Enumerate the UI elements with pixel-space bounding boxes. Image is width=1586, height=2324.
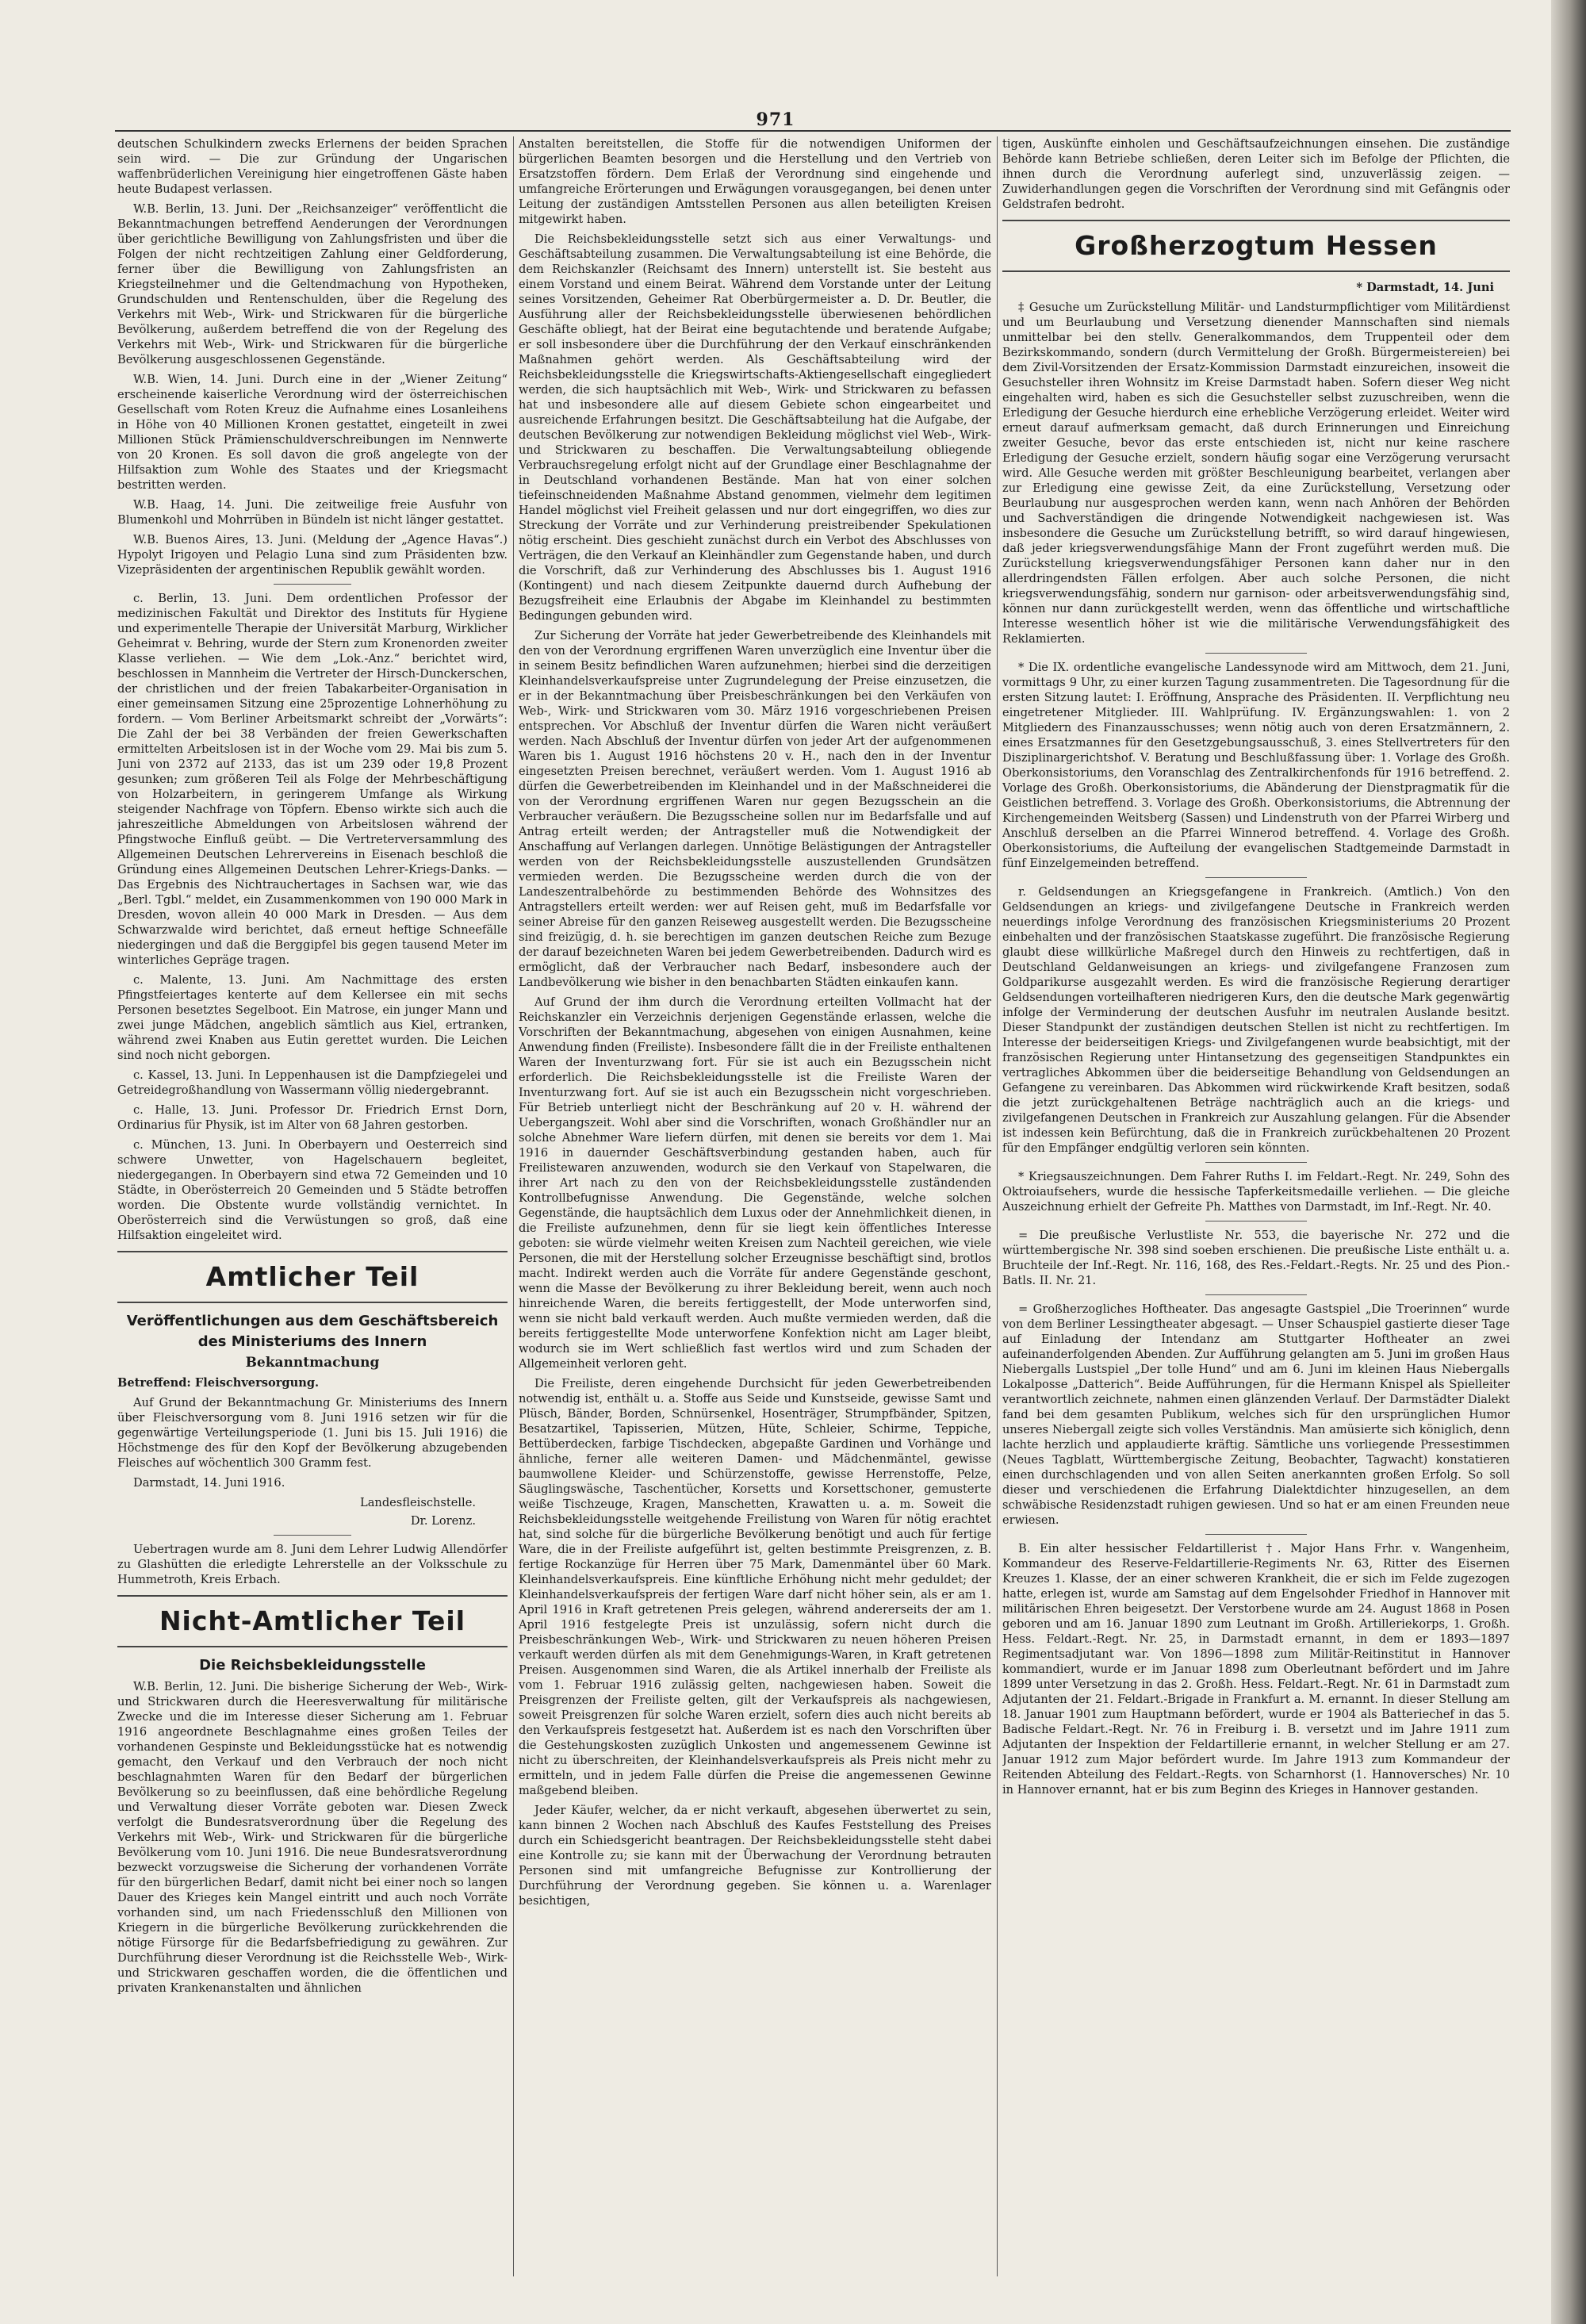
news-paragraph: c. Berlin, 13. Juni. Dem ordentlichen Professor der medizinischen Fakultät und Direktor des Instituts für Hygiene und experimentelle Therapie der Universität Marburg, Wirklicher Geheimrat v. Behring, wurde der Stern zum Kronenorden zweiter Klasse verliehen. — Wie dem „Lok.-Anz.“ berichtet wird, beschlossen in Mannheim die Vertreter der Hirsch-Dunckerschen, der christlichen und der freien Tabakarbeiter-Organisation in einer gemeinsamen Sitzung eine 25prozentige Lohnerhöhung zu fordern. — Vom Berliner Arbeitsmarkt schreibt der „Vorwärts“: Die Zahl der bei 38 Verbänden der freien Gewerkschaften ermittelten Arbeitslosen ist in der Woche vom 29. Mai bis zum 5. Juni von 2372 auf 2133, das ist um 239 oder 19,8 Prozent gesunken; zum größeren Teil als Folge der Mehrbeschäftigung von Holzarbeitern, in geringerem Umfange als Wirkung steigender Nachfrage von Töpfern. Ebenso wirkte sich auch die jahreszeitliche Abmeldungen von Arbeitslosen während der Pfingstwoche Einfluß geübt. — Die Vertreterversammlung des Allgemeinen Deutschen Lehrervereins in Eisenach beschloß die Gründung eines Allgemeinen Deutschen Lehrer-Kriegs-Danks. — Das Ergebnis des Nichtrauchertages in Sachsen war, wie das „Berl. Tgbl.“ meldet, ein Zusammenkommen von 190 000 Mark in Dresden, wovon allein 40 000 Mark in Dresden. — Aus dem Schwarzwalde wird berichtet, daß erneut heftige Schneefälle niedergingen und daß die Berggipfel bis gegen tausend Meter im winterliches Gepräge tragen. — [117, 592, 508, 967]
news-paragraph: * Die IX. ordentliche evangelische Landessynode wird am Mittwoch, dem 21. Juni, vormittags 9 Uhr, zu einer kurzen Tagung zusammentreten. Die Tagesordnung für die ersten Sitzung lautet: I. Eröffnung, Ansprache des Präsidenten. II. Verpflichtung neu eingetretener Mitglieder. III. Wahlprüfung. IV. Ergänzungswahlen: 1. von 2 Mitgliedern des Finanzausschusses; wenn nötig auch von deren Ersatzmännern, 2. eines Ersatzmannes für den Gesetzgebungsausschuß, 3. eines Stellvertreters für den Disziplinargerichtshof. V. Beratung und Beschlußfassung über: 1. Vorlage des Großh. Oberkonsistoriums, den Voranschlag des Zentralkirchenfonds für 1916 betreffend. 2. Vorlage des Großh. Oberkonsistoriums, die Abänderung der Dienstpragmatik für die Geistlichen betreffend. 3. Vorlage des Großh. Oberkonsistoriums, die Abtrennung der Kirchengemeinden Weitsberg (Sassen) und Lindenstruth von der Pfarrei Wirberg und Anschluß derselben an die Pfarrei Winnerod betreffend. 4. Vorlage des Großh. Oberkonsistoriums, die Aufteilung der evangelischen Stadtgemeinde Darmstadt in fünf Einzelgemeinden betreffend. — [1002, 661, 1510, 870]
news-paragraph: * Kriegsauszeichnungen. Dem Fahrer Ruths I. im Feldart.-Regt. Nr. 249, Sohn des Oktroiaufsehers, wurde die hessische Tapferkeitsmedaille verliehen. — Die gleiche Auszeichnung erhielt der Gefreite Ph. Matthes von Darmstadt, im Inf.-Regt. Nr. 40. — [1002, 1170, 1510, 1214]
column-1 — [117, 136, 508, 2276]
notice-paragraph: Auf Grund der Bekanntmachung Gr. Ministeriums des Innern über Fleischversorgung vom 8. Juni 1916 setzen wir für die gegenwärtige Verteilungsperiode (1. Juni bis 15. Juli 1916) die Höchstmenge des für den Kopf der Bevölkerung abzugebenden Fleisches auf wöchentlich 300 Gramm fest. — [117, 1396, 508, 1470]
news-paragraph: Uebertragen wurde am 8. Juni dem Lehrer Ludwig Allendörfer zu Glashütten die erledigte Lehrerstelle an der Volksschule zu Hummetroth, Kreis Erbach. — [117, 1543, 508, 1586]
header-rule — [115, 130, 1511, 132]
notice-signature-name: Dr. Lorenz. — [410, 1514, 476, 1528]
section-rule — [1002, 270, 1510, 272]
section-rule — [117, 1595, 508, 1597]
separator-rule — [1205, 877, 1307, 878]
column-divider — [513, 136, 514, 2276]
article-paragraph: Zur Sicherung der Vorräte hat jeder Gewerbetreibende des Kleinhandels mit den von der Verordnung ergriffenen Waren unverzüglich eine Inventur über die in seinem Besitz befindlichen Waren aufzunehmen; hierbei sind die derzeitigen Kleinhandelsverkaufspreise unter Zugrundelegung der Preise einzusetzen, die er in der Bekanntmachung über Preisbeschränkungen bei den Verkäufen von Web-, Wirk- und Strickwaren vom 30. März 1916 vorgeschriebenen Preisen entsprechen. Vor Abschluß der Inventur dürfen die Waren nicht veräußert werden. Nach Abschluß der Inventur dürfen von jeder Art der aufgenommenen Waren bis 1. August 1916 höchstens 20 v. H., nach den in der Inventur eingesetzten Preisen berechnet, veräußert werden. Vom 1. August 1916 ab dürfen die Gewerbetreibenden im Kleinhandel und in der Maßschneiderei die von der Verordnung ergriffenen Waren nur gegen Bezugsschein an die Verbraucher veräußern. Die Bezugsscheine sollen nur im Bedarfsfalle und auf Antrag erteilt werden; der Antragsteller muß die Notwendigkeit der Anschaffung auf Verlangen darlegen. Unnötige Belästigungen der Antragsteller werden von der Reichsbekleidungsstelle auszustellenden Grundsätzen vermieden werden. Die Bezugsscheine werden durch die von der Landeszentralbehörde zu bestimmenden Behörde des Wohnsitzes des Antragstellers erteilt werden: wer auf Reisen geht, muß im Bedarfsfalle vor seiner Abreise für den ganzen Reiseweg ausgestellt werden. Die Bezugsscheine sind freizügig, d. h. sie berechtigen im ganzen deutschen Reiche zum Bezuge der darauf bezeichneten Waren bei jedem Gewerbetreibenden. Dadurch wird es ermöglicht, daß der Verbraucher nach Bedarf, insbesondere auch der Landbevölkerung wie bisher in den benachbarten Städten einkaufen kann. — [519, 629, 991, 989]
page-number: 971 — [756, 109, 795, 130]
separator-rule — [274, 584, 351, 585]
separator-rule — [1205, 1294, 1307, 1295]
news-paragraph: deutschen Schulkindern zwecks Erlernens der beiden Sprachen sein wird. — Die zur Gründung der Ungarischen waffenbrüderlichen Vereinigung hier eingetroffenen Gäste haben heute Budapest verlassen. — [117, 137, 508, 196]
section-rule — [1002, 220, 1510, 221]
news-paragraph: W.B. Berlin, 13. Juni. Der „Reichsanzeiger“ veröffentlicht die Bekanntmachungen betreffend Aenderungen der Verordnungen über gerichtliche Bewilligung von Zahlungsfristen und über die Folgen der nicht rechtzeitigen Zahlung einer Geldforderung, ferner über die Bewilligung von Zahlungsfristen an Kriegsteilnehmer und die Geltendmachung von Hypotheken, Grundschulden und Rentenschulden, über die Regelung des Verkehrs mit Web-, Wirk- und Strickwaren für die bürgerliche Bevölkerung, außerdem betreffend die von der Regelung des Verkehrs mit Web-, Wirk- und Strickwaren für die bürgerliche Bevölkerung ausgeschlossenen Gegenstände. — [117, 202, 508, 366]
article-paragraph: Die Reichsbekleidungsstelle setzt sich aus einer Verwaltungs- und Geschäftsabteilung zusammen. Die Verwaltungsabteilung ist eine Behörde, die dem Reichskanzler (Reichsamt des Innern) unterstellt ist. Sie besteht aus einem Vorstand und einem Beirat. Während dem Vorstande unter der Leitung seines Vorsitzenden, Geheimer Rat Oberbürgermeister a. D. Dr. Beutler, die Ausführung aller der Reichsbekleidungsstelle überwiesenen behördlichen Geschäfte obliegt, hat der Beirat eine begutachtende und beratende Aufgabe; er soll insbesondere über die Durchführung der den Verkauf einschränkenden Maßnahmen gehört werden. Als Geschäftsabteilung wird der Reichsbekleidungsstelle die Kriegswirtschafts-Aktiengesellschaft eingegliedert werden, die sich hauptsächlich mit Web-, Wirk- und Strickwaren zu befassen hat und insbesondere alle auf diesem Gebiete schon eingearbeitet und ausreichende Erfahrungen besitzt. Die Geschäftsabteilung hat die Aufgabe, der deutschen Bevölkerung zur notwendigen Bekleidung möglichst viel Web-, Wirk- und Strickwaren zu beschaffen. Die Verwaltungsabteilung obliegende Verbrauchsregelung erfolgt nicht auf der Grundlage einer Beschlagnahme der in Deutschland vorhandenen Bestände. Man hat von einer solchen tiefeinschneidenden Maßnahme Abstand genommen, vielmehr dem legitimen Handel möglichst viel Freiheit gelassen und nur dort eingegriffen, wo dies zur Streckung der Vorräte und zur Verhinderung preistreibender Spekulationen nötig erscheint. Dies geschieht zunächst durch ein Verbot des Abschlusses von Verträgen, die den Verkauf an Kleinhändler zum Gegenstande haben, und durch die Vorschrift, daß zur Verhinderung des Abschlusses bis 1. August 1916 (Kontingent) und nach diesem Zeitpunkte dauernd durch Aufhebung der Bezugsfreiheit eine Erlaubnis der Abgabe im Kleinhandel zu bestimmten Bedingungen gebunden wird. — [519, 232, 991, 623]
news-paragraph: W.B. Haag, 14. Juni. Die zeitweilige freie Ausfuhr von Blumenkohl und Mohrrüben in Bündeln ist nicht länger gestattet. — [117, 498, 508, 527]
article-paragraph: Die Freiliste, deren eingehende Durchsicht für jeden Gewerbetreibenden notwendig ist, enthält u. a. Stoffe aus Seide und Kunstseide, gewisse Samt und Plüsch, Bänder, Borden, Schnürsenkel, Hosenträger, Strumpfbänder, Spitzen, Besatzartikel, Tapisserien, Mützen, Hüte, Schleier, Schirme, Teppiche, Bettüberdecken, farbige Tischdecken, abgepaßte Gardinen und Vorhänge und ähnliche, ferner alle weiteren Damen- und Mädchenmäntel, gewisse baumwollene Kleider- und Schürzenstoffe, gewisse Herrenstoffe, Pelze, Säuglingswäsche, Taschentücher, Korsetts und Korsettschoner, gemusterte weiße Tischzeuge, Kragen, Manschetten, Krawatten u. a. m. Soweit die Reichsbekleidungsstelle weitgehende Freilistung von Waren für nötig erachtet hat, sind solche für die bürgerliche Bevölkerung benötigt und auch für fertige Ware, die in der Freiliste aufgeführt ist, gelten bestimmte Preisgrenzen, z. B. fertige Rockanzüge für Herren über 75 Mark, Damenmäntel über 60 Mark. Kleinhandelsverkaufspreis. Eine künftliche Erhöhung nicht mehr geduldet; der Kleinhandelsverkaufspreis der fertigen Ware darf nicht höher sein, als er am 1. April 1916 in Kraft getretenen Preis gelegen, während andererseits der am 1. April 1916 festgelegte Preis ist unzulässig, sofern nicht durch die Preisbeschränkungen Web-, Wirk- und Strickwaren zu neuen höheren Preisen verkauft werden dürfen als mit dem Genehmigungs-Waren, in Kraft getretenen Preisen. Ausgenommen sind Waren, die als Artikel innerhalb der Freiliste als vom 1. Februar 1916 zulässig gelten, nachgewiesen haben. Soweit die Preisgrenzen der Freiliste gelten, gilt der Verkaufspreis als nachgewiesen, soweit Preisgrenzen für solche Waren erzielt, sofern dies auch nicht bereits ab den Verkaufspreis festgesetzt hat. Außerdem ist es nach den Vorschriften über die Gestehungskosten zuzüglich Unkosten und angemessenem Gewinne ist nicht zu überschreiten, der Kleinhandelsverkaufspreis als Preis nicht mehr zu ermitteln, und in jedem Falle dürfen die Preise die angemessenen Gewinne maßgebend bleiben. — [519, 1377, 991, 1797]
article-paragraph: Auf Grund der ihm durch die Verordnung erteilten Vollmacht hat der Reichskanzler ein Verzeichnis derjenigen Gegenstände erlassen, welche die Vorschriften der Bekanntmachung, abgesehen von einigen Ausnahmen, keine Anwendung finden (Freiliste). Insbesondere fällt die in der Freiliste enthaltenen Waren der Inventurzwang fort. Für sie ist auch ein Bezugsschein nicht erforderlich. Die Reichsbekleidungsstelle ist die Freiliste Waren der Inventurzwang fort. Auf sie ist auch ein Bezugsschein nicht vorgeschrieben. Für Betrieb unterliegt nicht der Beschränkung auf 20 v. H. während der Uebergangszeit. Wohl aber sind die Vorschriften, wonach Großhändler nur an solche Abnehmer Ware liefern dürfen, mit denen sie bereits vor dem 1. Mai 1916 in dauernder Geschäftsverbindung gestanden haben, auch für Freilistewaren anzuwenden, wodurch sie den Verkauf von Stapelwaren, die ihrer Art nach zu den von der Reichsbekleidungsstelle zuständenden Kontrollbefugnisse Anwendung. Die Gegenstände, welche solchen Gegenstände, die hauptsächlich dem Luxus oder der Annehmlichkeit dienen, in die Freiliste aufzunehmen, denn für sie liegt kein öffentliches Interesse geboten: sie würde vielmehr weiten Kreisen zum Nachteil gereichen, wie viele Personen, die mit der Herstellung solcher Erzeugnisse beschäftigt sind, brotlos macht. Indirekt werden auch die Vorräte für andere Gegenstände geschont, wenn die Masse der Bevölkerung zu ihrer Bekleidung bereit, wenn auch noch hinreichende Waren, die bereits fertiggestellt, der Mode unterworfen sind, wenn sie nicht bald verkauft werden. Auch mußte vermieden werden, daß die bereits fertiggestellte Mode unterworfene Konfektion nicht am Lager bleibt, wodurch sie im Wert schließlich fast wertlos wird und zum Schaden der Allgemeinheit verloren geht. — [519, 995, 991, 1371]
column-2 — [519, 136, 991, 2276]
news-paragraph: c. München, 13. Juni. In Oberbayern und Oesterreich sind schwere Unwetter, von Hagelschauern begleitet, niedergegangen. In Oberbayern sind etwa 72 Gemeinden und 10 Städte, in Oberösterreich 20 Gemeinden und 5 Städte betroffen worden. Die Obstente wurde vollständig vernichtet. In Oberösterreich sind die Verwüstungen so groß, daß eine Hilfsaktion eingeleitet wird. — [117, 1138, 508, 1242]
notice-subject: Betreffend: Fleischversorgung. — [117, 1376, 320, 1390]
news-paragraph: W.B. Buenos Aires, 13. Juni. (Meldung der „Agence Havas“.) Hypolyt Irigoyen und Pelagio Luna sind zum Präsidenten bzw. Vizepräsidenten der argentinischen Republik gewählt worden. — [117, 533, 508, 577]
column-divider — [997, 136, 998, 2276]
news-paragraph: B. Ein alter hessischer Feldartillerist †. Major Hans Frhr. v. Wangenheim, Kommandeur des Reserve-Feldartillerie-Regiments Nr. 63, Ritter des Eisernen Kreuzes 1. Klasse, der an einer schweren Krankheit, die er sich im Felde zugezogen hatte, erlegen ist, wurde am Samstag auf dem Engelsohder Friedhof in Hannover mit militärischen Ehren beigesetzt. Der Verstorbene wurde am 24. August 1868 in Posen geboren und am 16. Januar 1890 zum Leutnant im Großh. Artilleriekorps, 1. Großh. Hess. Feldart.-Regt. Nr. 25, in Darmstadt ernannt, in dem er 1893—1897 Regimentsadjutant war. Von 1896—1898 zum Militär-Reitinstitut in Hannover kommandiert, wurde er im Januar 1898 zum Oberleutnant befördert und im Jahre 1899 unter Versetzung in das 2. Großh. Hess. Feldart.-Regt. Nr. 61 in Darmstadt zum Adjutanten der 21. Feldart.-Brigade in Frankfurt a. M. ernannt. In dieser Stellung am 18. Januar 1901 zum Hauptmann befördert, wurde er 1904 als Batteriechef in das 5. Badische Feldart.-Regt. Nr. 76 in Freiburg i. B. versetzt und im Jahre 1911 zum Adjutanten der Inspektion der Feldartillerie ernannt, in welcher Stellung er am 27. Januar 1912 zum Major befördert wurde. Im Jahre 1913 zum Kommandeur der Reitenden Abteilung des Feldart.-Regts. von Scharnhorst (1. Hannoversches) Nr. 10 in Hannover ernannt, hat er bis zum Beginn des Krieges in Hannover gestanden. — [1002, 1542, 1510, 1797]
article-paragraph: Anstalten bereitstellen, die Stoffe für die notwendigen Uniformen der bürgerlichen Beamten besorgen und die Herstellung und den Vertrieb von Ersatzstoffen fördern. Dem Erlaß der Verordnung sind eingehende und umfangreiche Erörterungen und Erwägungen vorausgegangen, bei denen unter Leitung der zuständigen Amtsstellen Personen aus allen beteiligten Kreisen mitgewirkt haben. — [519, 137, 991, 226]
section-heading: Nicht-Amtlicher Teil — [159, 1605, 466, 1636]
news-paragraph: W.B. Wien, 14. Juni. Durch eine in der „Wiener Zeitung“ erscheinende kaiserliche Verordnung wird der österreichischen Gesellschaft vom Roten Kreuz die Aufnahme eines Losanleihens in Höhe von 40 Millionen Kronen gestattet, eingeteilt in zwei Millionen Stück Prämienschuldverschreibungen im Nennwerte von 20 Kronen. Es soll davon die groß angelegte von der Hilfsaktion zum Wohle des Staates und der Kriegsmacht bestritten werden. — [117, 373, 508, 492]
column-3 — [1002, 136, 1510, 2276]
article-paragraph: Jeder Käufer, welcher, da er nicht verkauft, abgesehen überwertet zu sein, kann binnen 2 Wochen nach Abschluß des Kaufes Feststellung des Preises durch ein Schiedsgericht beantragen. Der Reichsbekleidungsstelle steht dabei eine Kontrolle zu; sie kann mit der Überwachung der Verordnung betrauten Personen sind mit umfangreiche Befugnisse zur Kontrollierung der Durchführung der Verordnung gegeben. Sie können u. a. Warenlager besichtigen, — [519, 1804, 991, 1908]
news-paragraph: c. Malente, 13. Juni. Am Nachmittage des ersten Pfingstfeiertages kenterte auf dem Kellersee ein mit sechs Personen besetztes Segelboot. Ein Matrose, ein junger Mann und zwei junge Mädchen, angeblich sämtlich aus Kiel, ertranken, während zwei Knaben aus Eutin gerettet wurden. Die Leichen sind noch nicht geborgen. — [117, 973, 508, 1062]
section-heading: Großherzogtum Hessen — [1075, 230, 1438, 261]
news-paragraph: c. Halle, 13. Juni. Professor Dr. Friedrich Ernst Dorn, Ordinarius für Physik, ist im Alter von 68 Jahren gestorben. — [117, 1103, 508, 1132]
page-binding-edge — [1551, 0, 1586, 2324]
section-heading: Amtlicher Teil — [205, 1261, 419, 1292]
news-paragraph: c. Kassel, 13. Juni. In Leppenhausen ist die Dampfziegelei und Getreidegroßhandlung von Wassermann völlig niedergebrannt. — [117, 1068, 508, 1097]
separator-rule — [274, 1535, 351, 1536]
news-paragraph: r. Geldsendungen an Kriegsgefangene in Frankreich. (Amtlich.) Von den Geldsendungen an kriegs- und zivilgefangene Deutsche in Frankreich werden neuerdings infolge Verordnung des französischen Kriegsministeriums 20 Prozent einbehalten und der französischen Staatskasse zugeführt. Die französische Regierung glaubt diese willkürliche Maßregel durch den Hinweis zu rechtfertigen, daß in Deutschland Geldanweisungen an kriegs- und zivilgefangene Franzosen zum Goldparikurse ausgezahlt werden. Es wird die französische Regierung derartiger Geldsendungen vorteilhafteren niedrigeren Kurs, den die deutsche Mark gegenwärtig infolge der Verminderung der deutschen Ausfuhr im neutralen Auslande besitzt. Dieser Standpunkt der zuständigen deutschen Stellen ist nicht zu rechtfertigen. Im Interesse der beiderseitigen Kriegs- und Zivilgefangenen wurde beabsichtigt, mit der französischen Regierung unter Hintansetzung des gegenseitigen Standpunktes ein vertragliches Abkommen über die beiderseitige Behandlung von Geldsendungen an Gefangene zu vereinbaren. Das Abkommen wird rückwirkende Kraft besitzen, sodaß die jetzt zurückgehaltenen Beträge nachträglich auch an die kriegs- und zivilgefangenen Deutschen in Frankreich zur Auszahlung gelangen. Für die Absender ist indessen kein Befürchtung, daß die in Frankreich zurückbehaltenen 20 Prozent für den Empfänger endgültig verloren sein könnten. — [1002, 885, 1510, 1155]
article-paragraph: W.B. Berlin, 12. Juni. Die bisherige Sicherung der Web-, Wirk- und Strickwaren durch die Heeresverwaltung für militärische Zwecke und die im Interesse dieser Sicherung am 1. Februar 1916 angeordnete Beschlagnahme eines großen Teiles der vorhandenen Gespinste und Bekleidungsstücke hat es notwendig gemacht, den Verkauf und den Verbrauch der noch nicht beschlagnahmten Waren für den Bedarf der bürgerlichen Bevölkerung so zu beeinflussen, daß eine behördliche Regelung und Verwaltung dieser Vorräte geboten war. Diesen Zweck verfolgt die Bundesratsverordnung über die Regelung des Verkehrs mit Web-, Wirk- und Strickwaren für die bürgerliche Bevölkerung vom 10. Juni 1916. Die neue Bundesratsverordnung bezweckt vorzugsweise die Sicherung der vorhandenen Vorräte für den bürgerlichen Bedarf, damit nicht bei einer noch so langen Dauer des Krieges kein Mangel eintritt und auch noch Vorräte vorhanden sind, um nach Friedensschluß den Millionen von Kriegern in die bürgerliche Bevölkerung zurückkehrenden die nötige Fürsorge für die Bedarfsbefriedigung zu gewähren. Zur Durchführung dieser Verordnung ist die Reichsstelle Web-, Wirk- und Strickwaren geschaffen worden, die die öffentlichen und privaten Krankenanstalten und ähnlichen — [117, 1680, 508, 1995]
separator-rule — [1205, 1534, 1307, 1535]
section-rule — [117, 1251, 508, 1252]
notice-signature-office: Landesfleischstelle. — [360, 1496, 476, 1509]
article-heading: Die Reichsbekleidungsstelle — [199, 1657, 426, 1674]
subsection-heading: Veröffentlichungen aus dem Geschäftsbereich des Ministeriums des Innern — [126, 1313, 499, 1350]
news-paragraph: = Die preußische Verlustliste Nr. 553, die bayerische Nr. 272 und die württembergische Nr. 398 sind soeben erschienen. Die preußische Liste enthält u. a. Bruchteile der Inf.-Regt. Nr. 116, 168, des Res.-Feldart.-Regts. Nr. 25 und des Pion.-Batls. II. Nr. 21. — [1002, 1229, 1510, 1287]
news-paragraph: ‡ Gesuche um Zurückstellung Militär- und Landsturmpflichtiger vom Militärdienst und um Beurlaubung und Versetzung dienender Mannschaften sind niemals unmittelbar bei den stellv. Generalkommandos, dem Truppenteil oder dem Bezirkskommando, sondern (durch Vermittelung der Großh. Bürgermeistereien) bei dem Zivil-Vorsitzenden der Ersatz-Kommission Darmstadt einzureichen, insoweit die Gesuchsteller ihren Wohnsitz im Kreise Darmstadt haben. Sofern dieser Weg nicht eingehalten wird, haben es sich die Gesuchsteller selbst zuzuschreiben, wenn die Erledigung der Gesuche hierdurch eine erhebliche Verzögerung erleidet. Weiter wird erneut darauf aufmerksam gemacht, daß durch Erinnerungen und Einreichung zweiter Gesuche, bevor das erste entschieden ist, nicht nur keine raschere Erledigung der Gesuche erzielt, sondern häufig sogar eine Verzögerung verursacht wird. Alle Gesuche werden mit größter Beschleunigung bearbeitet, verlangen aber zur Erledigung eine gewisse Zeit, da eine Zurückstellung, Versetzung oder Beurlaubung nur ausgesprochen werden kann, wenn nach Anhören der Behörden und Sachverständigen die dringende Notwendigkeit nachgewiesen ist. Was insbesondere die Gesuche um Zurückstellung betrifft, so wird darauf hingewiesen, daß jeder kriegsverwendungsfähige Mann der Front zugeführt werden muß. Die Zurückstellung kriegsverwendungsfähiger Personen kann daher nur in den allerdringendsten Fällen erfolgen. Aber auch solche Personen, die nicht kriegsverwendungsfähig, sondern nur garnison- oder arbeitsverwendungsfähig sind, können nur dann zurückgestellt werden, wenn das öffentliche und wirtschaftliche Interesse wesentlich höher ist wie die militärische Verwendungsfähigkeit des Reklamierten. — [1002, 301, 1510, 646]
dateline: * Darmstadt, 14. Juni — [1356, 281, 1494, 294]
notice-heading: Bekanntmachung — [245, 1355, 380, 1371]
section-rule — [117, 1302, 508, 1303]
article-paragraph: tigen, Auskünfte einholen und Geschäftsaufzeichnungen einsehen. Die zuständige Behörde kann Betriebe schließen, deren Leiter sich im Befolge der Pflichten, die ihnen durch die Verordnung auferlegt sind, unzuverlässig zeigen. — Zuwiderhandlungen gegen die Vorschriften der Verordnung sind mit Gefängnis oder Geldstrafen bedroht. — [1002, 137, 1510, 211]
news-paragraph: = Großherzogliches Hoftheater. Das angesagte Gastspiel „Die Troerinnen“ wurde von dem Berliner Lessingtheater abgesagt. — Unser Schauspiel gastierte dieser Tage auf Einladung der Intendanz am Stuttgarter Hoftheater an zwei aufeinanderfolgenden Abenden. Zur Aufführung gelangten am 5. Juni im großen Haus Niebergalls Lustspiel „Der tolle Hund“ und am 6. Juni im kleinen Haus Niebergalls Lokalposse „Datterich“. Beide Aufführungen, für die Hermann Knispel als Spielleiter verantwortlich zeichnete, nahmen einen glänzenden Verlauf. Der Darmstädter Dialekt fand bei dem gesamten Publikum, welches sich für den ursprünglichen Humor unseres Niebergall zeigte sich volles Verständnis. Man amüsierte sich königlich, denn lachte herzlich und applaudierte kräftig. Sämtliche uns vorliegende Pressestimmen (Neues Tagblatt, Württembergische Zeitung, Beobachter, Tagwacht) konstatieren einen durchschlagenden und von allen Seiten anerkannten großen Erfolg. So soll dieser und verschiedenen die Erfahrung Dialektdichter hinzugesellen, an dem schwäbische Residenzstadt ruhigen gewiesen. Und so hat er am einen Freunden neue erwiesen. — [1002, 1302, 1510, 1527]
notice-date: Darmstadt, 14. Juni 1916. — [133, 1476, 285, 1490]
separator-rule — [1205, 1162, 1307, 1163]
section-rule — [117, 1646, 508, 1647]
separator-rule — [1205, 653, 1307, 654]
